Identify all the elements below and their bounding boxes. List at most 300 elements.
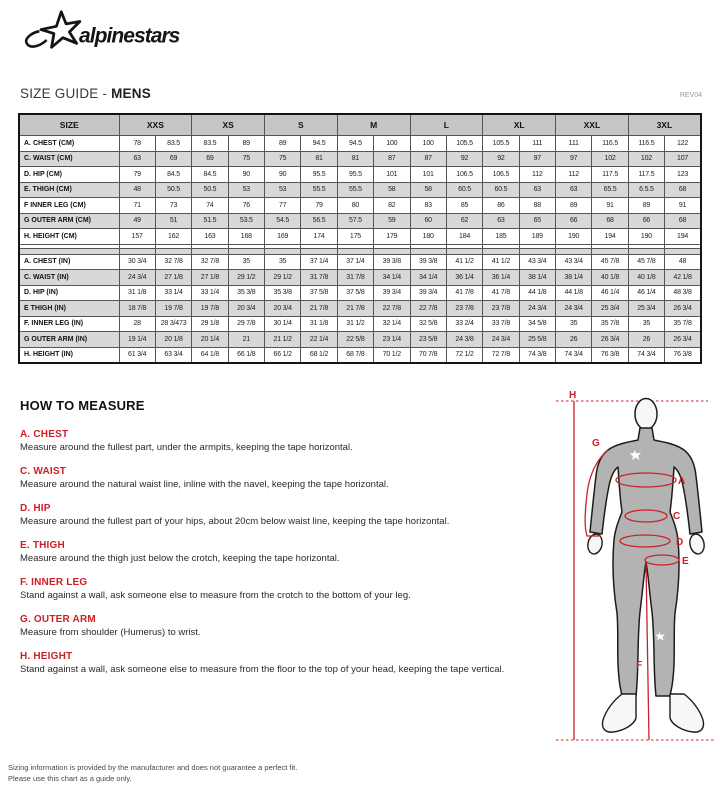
table-cell: 82 (374, 198, 410, 214)
label-h: H (569, 390, 577, 401)
table-cell: 68 (665, 182, 701, 198)
table-cell: 83.5 (192, 136, 228, 152)
table-cell: 95.5 (337, 167, 373, 183)
table-cell: 63 (119, 151, 155, 167)
table-cell: L (410, 114, 483, 136)
table-cell: 35 (628, 316, 664, 332)
table-cell: 24 3/4 (119, 270, 155, 286)
revision-label: REV04 (679, 92, 702, 99)
table-cell: 46 1/4 (628, 285, 664, 301)
table-row (19, 167, 701, 183)
table-cell: 101 (410, 167, 446, 183)
table-cell: 74 (192, 198, 228, 214)
table-cell: 35 7/8 (665, 316, 701, 332)
table-cell: 72 7/8 (483, 347, 519, 363)
table-cell: 42 1/8 (665, 270, 701, 286)
table-cell: 86 (483, 198, 519, 214)
table-cell: 32 7/8 (155, 254, 191, 270)
table-cell: 55.5 (337, 182, 373, 198)
table-cell: 45 7/8 (592, 254, 628, 270)
table-cell: 29 1/2 (228, 270, 264, 286)
table-cell: 24 3/4 (483, 332, 519, 348)
table-cell: G OUTER ARM (IN) (19, 332, 119, 348)
table-cell: 33 1/4 (192, 285, 228, 301)
page-title (20, 86, 151, 101)
footer-line-1: Sizing information is provided by the manufacturer and does not guarantee a perfect fit. (8, 763, 298, 772)
table-cell: 190 (556, 229, 592, 245)
table-cell: 50.5 (155, 182, 191, 198)
table-cell: 44 1/8 (519, 285, 555, 301)
table-cell: 111 (519, 136, 555, 152)
table-cell: 71 (119, 198, 155, 214)
label-c: C (673, 511, 681, 522)
table-cell: 62 (446, 213, 482, 229)
table-cell: 65.5 (592, 182, 628, 198)
table-cell: 63 (483, 213, 519, 229)
table-row (19, 270, 701, 286)
table-cell: 38 1/4 (556, 270, 592, 286)
table-cell: 33 1/4 (155, 285, 191, 301)
table-cell: 34 5/8 (519, 316, 555, 332)
table-cell: 43 3/4 (519, 254, 555, 270)
table-cell: 105.5 (446, 136, 482, 152)
table-cell: 77 (265, 198, 301, 214)
table-cell: 24 3/4 (519, 301, 555, 317)
table-cell: 89 (556, 198, 592, 214)
table-cell: XS (192, 114, 265, 136)
table-cell: 91 (665, 198, 701, 214)
table-row (19, 316, 701, 332)
table-cell: 68 7/8 (337, 347, 373, 363)
measure-section (20, 577, 560, 601)
table-cell: 87 (410, 151, 446, 167)
table-cell: 194 (592, 229, 628, 245)
logo-star-tail (26, 31, 46, 46)
table-cell: 37 1/4 (337, 254, 373, 270)
table-cell: 55.5 (301, 182, 337, 198)
table-row (19, 301, 701, 317)
table-row (19, 198, 701, 214)
table-cell: 28 3/473 (155, 316, 191, 332)
table-cell: 60.5 (446, 182, 482, 198)
footer-line-2: Please use this chart as a guide only. (8, 774, 132, 783)
table-cell: 23 7/8 (446, 301, 482, 317)
table-cell: XXS (119, 114, 192, 136)
table-cell: 66 1/2 (265, 347, 301, 363)
table-cell: 89 (228, 136, 264, 152)
table-cell: 122 (665, 136, 701, 152)
table-cell: 88 (519, 198, 555, 214)
measure-section (20, 651, 560, 675)
table-cell: 75 (265, 151, 301, 167)
table-cell: 26 (628, 332, 664, 348)
measurement-figure (556, 388, 718, 766)
table-cell: 174 (301, 229, 337, 245)
measure-section-heading: H. HEIGHT (20, 651, 73, 662)
table-cell: 84.5 (192, 167, 228, 183)
table-cell: 73 (155, 198, 191, 214)
table-cell: 64 1/8 (192, 347, 228, 363)
table-cell: 107 (665, 151, 701, 167)
table-cell: 59 (374, 213, 410, 229)
table-cell: 116.5 (592, 136, 628, 152)
table-cell: 74 3/8 (519, 347, 555, 363)
table-cell: 194 (665, 229, 701, 245)
table-cell: 30 3/4 (119, 254, 155, 270)
measure-section-heading: A. CHEST (20, 429, 69, 440)
table-cell: 50.5 (192, 182, 228, 198)
table-cell: 90 (228, 167, 264, 183)
table-cell: 40 1/8 (592, 270, 628, 286)
table-cell: 168 (228, 229, 264, 245)
table-cell: 69 (192, 151, 228, 167)
table-cell: 19 1/4 (119, 332, 155, 348)
alpinestars-logo (24, 6, 194, 58)
table-cell: 20 1/4 (192, 332, 228, 348)
measure-section (20, 503, 560, 527)
table-cell: 22 7/8 (410, 301, 446, 317)
table-cell: 65 (519, 213, 555, 229)
table-cell: 39 3/8 (410, 254, 446, 270)
measure-section-text: Measure around the thigh just below the crotch, keeping the tape horizontal. (20, 553, 340, 564)
table-cell: 72 1/2 (446, 347, 482, 363)
figure-head (635, 399, 657, 430)
table-cell: 46 1/4 (592, 285, 628, 301)
table-cell: 92 (446, 151, 482, 167)
table-cell: 87 (374, 151, 410, 167)
table-cell: S (265, 114, 338, 136)
table-cell: 28 (119, 316, 155, 332)
table-cell: 22 7/8 (374, 301, 410, 317)
table-cell: 89 (628, 198, 664, 214)
table-cell: 32 5/8 (410, 316, 446, 332)
table-cell: 37 5/8 (337, 285, 373, 301)
inner-leg-measure-line (646, 563, 649, 740)
measure-section-heading: E. THIGH (20, 540, 65, 551)
table-cell: 66 (556, 213, 592, 229)
table-cell: 112 (519, 167, 555, 183)
label-d: D (676, 537, 684, 548)
table-cell: 33 7/8 (483, 316, 519, 332)
table-cell: 45 7/8 (628, 254, 664, 270)
table-cell: 43 3/4 (556, 254, 592, 270)
table-row (19, 182, 701, 198)
table-cell: 100 (374, 136, 410, 152)
table-cell: 81 (301, 151, 337, 167)
table-cell: 68 (665, 213, 701, 229)
measure-section-text: Measure around the fullest part of your hips, about 20cm below waist line, keeping the tape horizontal. (20, 516, 450, 527)
table-cell: 89 (265, 136, 301, 152)
figure-right-hand (688, 533, 706, 555)
table-cell: 163 (192, 229, 228, 245)
table-cell: D. HIP (IN) (19, 285, 119, 301)
logo-star-icon (41, 12, 80, 48)
table-cell: 76 3/8 (665, 347, 701, 363)
table-cell: SIZE (19, 114, 119, 136)
table-cell: 29 1/2 (265, 270, 301, 286)
table-cell: 185 (483, 229, 519, 245)
table-cell: 74 3/4 (556, 347, 592, 363)
table-cell: 31 1/8 (119, 285, 155, 301)
table-cell: 112 (556, 167, 592, 183)
table-cell: 189 (519, 229, 555, 245)
table-cell: 111 (556, 136, 592, 152)
table-cell: M (337, 114, 410, 136)
table-cell: 49 (119, 213, 155, 229)
table-cell: 6.5.5 (628, 182, 664, 198)
table-row (19, 285, 701, 301)
table-cell: 117.5 (592, 167, 628, 183)
table-cell: 95.5 (301, 167, 337, 183)
table-cell: 92 (483, 151, 519, 167)
table-cell: 101 (374, 167, 410, 183)
table-cell: 34 1/4 (374, 270, 410, 286)
table-cell: 35 (556, 316, 592, 332)
table-cell: 53.5 (228, 213, 264, 229)
table-cell: 179 (374, 229, 410, 245)
table-cell: 41 1/2 (483, 254, 519, 270)
table-cell: 60.5 (483, 182, 519, 198)
table-cell: 63 (519, 182, 555, 198)
table-cell: 23 5/8 (410, 332, 446, 348)
table-cell: 44 1/8 (556, 285, 592, 301)
table-cell: 26 3/4 (592, 332, 628, 348)
table-cell: 19 7/8 (155, 301, 191, 317)
table-cell: 41 7/8 (446, 285, 482, 301)
table-cell: 63 (556, 182, 592, 198)
how-to-measure (20, 398, 560, 688)
label-g: G (592, 438, 600, 449)
table-cell: D. HIP (CM) (19, 167, 119, 183)
table-cell: H. HEIGHT (CM) (19, 229, 119, 245)
table-row (19, 229, 701, 245)
table-cell: 25 3/4 (628, 301, 664, 317)
table-cell: 31 7/8 (301, 270, 337, 286)
measure-section-text: Measure from shoulder (Humerus) to wrist. (20, 627, 201, 638)
size-table (18, 113, 702, 364)
table-cell: 18 7/8 (119, 301, 155, 317)
table-cell: 162 (155, 229, 191, 245)
table-cell: 56.5 (301, 213, 337, 229)
table-cell: 66 1/8 (228, 347, 264, 363)
table-row (19, 347, 701, 363)
table-header-row (19, 114, 701, 136)
table-cell: 180 (410, 229, 446, 245)
table-cell: 40 1/8 (628, 270, 664, 286)
table-cell: F INNER LEG (CM) (19, 198, 119, 214)
table-cell: 97 (519, 151, 555, 167)
measure-section (20, 614, 560, 638)
measure-section-heading: C. WAIST (20, 466, 67, 477)
table-cell: 29 7/8 (228, 316, 264, 332)
measure-section-text: Measure around the fullest part, under the armpits, keeping the tape horizontal. (20, 442, 353, 453)
table-cell: 35 7/8 (592, 316, 628, 332)
table-cell: 84.5 (155, 167, 191, 183)
table-cell: 32 7/8 (192, 254, 228, 270)
how-to-measure-title: HOW TO MEASURE (20, 398, 145, 413)
table-cell: 69 (155, 151, 191, 167)
table-cell: 35 (265, 254, 301, 270)
title-prefix: SIZE GUIDE - (20, 86, 112, 101)
table-cell: 19 7/8 (192, 301, 228, 317)
table-cell: 21 7/8 (337, 301, 373, 317)
measure-section (20, 466, 560, 490)
table-row (19, 332, 701, 348)
label-a: A (678, 476, 686, 487)
table-cell: 37 5/8 (301, 285, 337, 301)
measure-section-text: Measure around the natural waist line, inline with the navel, keeping the tape horizontal. (20, 479, 389, 490)
table-cell: 51 (155, 213, 191, 229)
table-cell: XXL (556, 114, 629, 136)
table-cell: 58 (374, 182, 410, 198)
table-cell: 33 2/4 (446, 316, 482, 332)
figure-left-foot (602, 694, 636, 732)
table-cell: 97 (556, 151, 592, 167)
measure-section-text: Stand against a wall, ask someone else to measure from the crotch to the bottom of your leg. (20, 590, 411, 601)
table-cell: 23 7/8 (483, 301, 519, 317)
table-cell: F. INNER LEG (IN) (19, 316, 119, 332)
table-cell: 35 (228, 254, 264, 270)
table-row (19, 213, 701, 229)
table-cell: 41 1/2 (446, 254, 482, 270)
table-cell: 53 (265, 182, 301, 198)
table-cell: 57.5 (337, 213, 373, 229)
table-cell: 25 5/8 (519, 332, 555, 348)
table-cell: 90 (265, 167, 301, 183)
table-cell: 79 (301, 198, 337, 214)
table-cell: 37 1/4 (301, 254, 337, 270)
footer-disclaimer (8, 762, 297, 784)
table-cell: E THIGH (IN) (19, 301, 119, 317)
table-cell: 102 (592, 151, 628, 167)
measure-section (20, 540, 560, 564)
measure-section-heading: D. HIP (20, 503, 51, 514)
table-cell: 76 3/8 (592, 347, 628, 363)
table-cell: 74 3/4 (628, 347, 664, 363)
table-cell: 26 (556, 332, 592, 348)
measure-section (20, 429, 560, 453)
table-cell: 66 (628, 213, 664, 229)
table-cell: 25 3/4 (592, 301, 628, 317)
table-cell: 22 1/4 (301, 332, 337, 348)
table-cell: 35 3/8 (265, 285, 301, 301)
table-cell: 91 (592, 198, 628, 214)
table-cell: 48 (665, 254, 701, 270)
table-cell: 20 3/4 (265, 301, 301, 317)
figure-right-foot (670, 694, 704, 732)
measure-section-text: Stand against a wall, ask someone else to measure from the floor to the top of your head, keeping the tape vertical. (20, 664, 505, 675)
table-cell: 3XL (628, 114, 701, 136)
table-cell: 32 1/4 (374, 316, 410, 332)
table-cell: 20 3/4 (228, 301, 264, 317)
table-cell: 27 1/8 (192, 270, 228, 286)
table-cell: 70 7/8 (410, 347, 446, 363)
table-cell: 21 (228, 332, 264, 348)
table-cell: 31 1/2 (337, 316, 373, 332)
table-cell: 21 7/8 (301, 301, 337, 317)
table-cell: 61 3/4 (119, 347, 155, 363)
measure-sections (20, 429, 560, 675)
table-cell: 70 1/2 (374, 347, 410, 363)
table-cell: 30 1/4 (265, 316, 301, 332)
table-cell: 48 (119, 182, 155, 198)
table-cell: 38 1/4 (519, 270, 555, 286)
table-cell: 123 (665, 167, 701, 183)
table-cell: 75 (228, 151, 264, 167)
measure-section-heading: G. OUTER ARM (20, 614, 96, 625)
table-cell: 83.5 (155, 136, 191, 152)
table-cell: 169 (265, 229, 301, 245)
table-cell: 117.5 (628, 167, 664, 183)
logo-wordmark: alpinestars (79, 24, 180, 48)
table-cell: A. CHEST (CM) (19, 136, 119, 152)
table-cell: 36 1/4 (483, 270, 519, 286)
table-cell: 102 (628, 151, 664, 167)
title-gender: MENS (111, 86, 151, 101)
label-e: E (682, 556, 689, 567)
table-cell: 20 1/8 (155, 332, 191, 348)
table-cell: 78 (119, 136, 155, 152)
table-cell: 22 5/8 (337, 332, 373, 348)
table-cell: A. CHEST (IN) (19, 254, 119, 270)
table-cell: 94.5 (337, 136, 373, 152)
table-cell: 39 3/4 (410, 285, 446, 301)
table-cell: 51.5 (192, 213, 228, 229)
table-cell: 31 7/8 (337, 270, 373, 286)
table-cell: C. WAIST (CM) (19, 151, 119, 167)
table-cell: C. WAIST (IN) (19, 270, 119, 286)
table-row (19, 136, 701, 152)
table-cell: 190 (628, 229, 664, 245)
table-cell: 83 (410, 198, 446, 214)
table-cell: 54.5 (265, 213, 301, 229)
table-cell: 76 (228, 198, 264, 214)
table-cell: 100 (410, 136, 446, 152)
table-cell: 175 (337, 229, 373, 245)
table-cell: 105.5 (483, 136, 519, 152)
table-cell: 23 1/4 (374, 332, 410, 348)
table-cell: 116.5 (628, 136, 664, 152)
table-cell: 39 3/4 (374, 285, 410, 301)
label-f: F (636, 660, 643, 671)
table-cell: 94.5 (301, 136, 337, 152)
table-cell: 53 (228, 182, 264, 198)
table-cell: 34 1/4 (410, 270, 446, 286)
table-cell: 80 (337, 198, 373, 214)
table-cell: 48 3/8 (665, 285, 701, 301)
table-cell: 157 (119, 229, 155, 245)
table-cell: 106.5 (446, 167, 482, 183)
table-cell: G OUTER ARM (CM) (19, 213, 119, 229)
table-cell: 58 (410, 182, 446, 198)
table-cell: 29 1/8 (192, 316, 228, 332)
table-cell: XL (483, 114, 556, 136)
table-cell: 106.5 (483, 167, 519, 183)
table-cell: 21 1/2 (265, 332, 301, 348)
table-cell: 41 7/8 (483, 285, 519, 301)
table-cell: 79 (119, 167, 155, 183)
measure-section-heading: F. INNER LEG (20, 577, 88, 588)
table-cell: 85 (446, 198, 482, 214)
table-cell: 36 1/4 (446, 270, 482, 286)
table-cell: 31 1/8 (301, 316, 337, 332)
table-row (19, 254, 701, 270)
table-cell: 81 (337, 151, 373, 167)
table-cell: 24 3/8 (446, 332, 482, 348)
table-cell: 63 3/4 (155, 347, 191, 363)
table-cell: 39 3/8 (374, 254, 410, 270)
table-cell: 184 (446, 229, 482, 245)
